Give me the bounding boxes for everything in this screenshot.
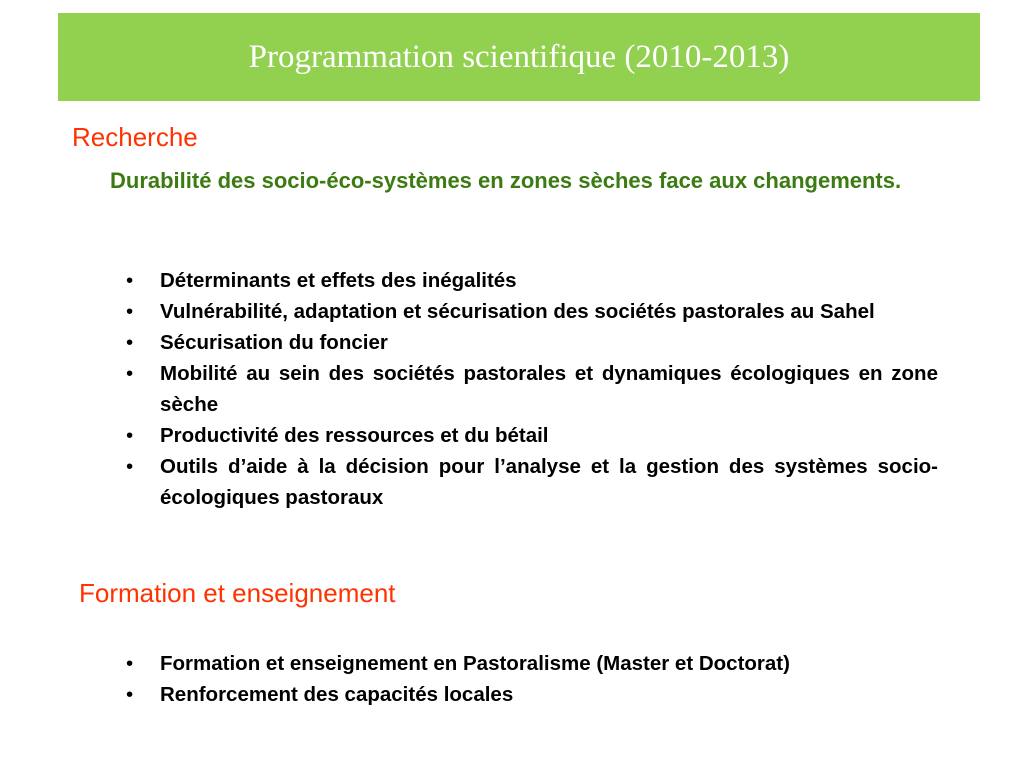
research-bullet-text: Outils d’aide à la décision pour l’analyse et la gestion des systèmes socio-écologiques pastoraux (160, 455, 938, 509)
bullet-icon: • (126, 683, 134, 706)
research-bullet-item (118, 420, 938, 451)
research-bullet-text: Déterminants et effets des inégalités (160, 269, 517, 292)
research-bullet-text: Productivité des ressources et du bétail (160, 424, 549, 447)
bullet-icon: • (126, 455, 134, 478)
research-bullet-list (118, 265, 938, 513)
bullet-icon: • (126, 424, 134, 447)
title-bar (58, 13, 980, 101)
slide-title: Programmation scientifique (2010-2013) (248, 38, 790, 75)
bullet-icon: • (126, 331, 134, 354)
bullet-icon: • (126, 362, 134, 385)
research-bullet-item (118, 358, 938, 420)
bullet-icon: • (126, 652, 134, 675)
research-bullet-text: Vulnérabilité, adaptation et sécurisation des sociétés pastorales au Sahel (160, 300, 875, 323)
research-subtitle: Durabilité des socio-éco-systèmes en zones sèches face aux changements. (110, 168, 902, 193)
training-bullet-text: Renforcement des capacités locales (160, 683, 514, 706)
training-heading: Formation et enseignement (79, 578, 396, 608)
training-bullet-item (118, 648, 938, 679)
training-bullet-text: Formation et enseignement en Pastoralisme (Master et Doctorat) (160, 652, 790, 675)
bullet-icon: • (126, 300, 134, 323)
bullet-icon: • (126, 269, 134, 292)
research-bullet-item (118, 296, 938, 327)
research-bullet-text: Sécurisation du foncier (160, 331, 388, 354)
research-heading: Recherche (72, 122, 198, 152)
research-bullet-item (118, 451, 938, 513)
research-bullet-item (118, 265, 938, 296)
training-bullet-item (118, 679, 938, 710)
research-bullet-item (118, 327, 938, 358)
training-bullet-list (118, 648, 938, 710)
research-bullet-text: Mobilité au sein des sociétés pastorales et dynamiques écologiques en zone sèche (160, 362, 938, 416)
